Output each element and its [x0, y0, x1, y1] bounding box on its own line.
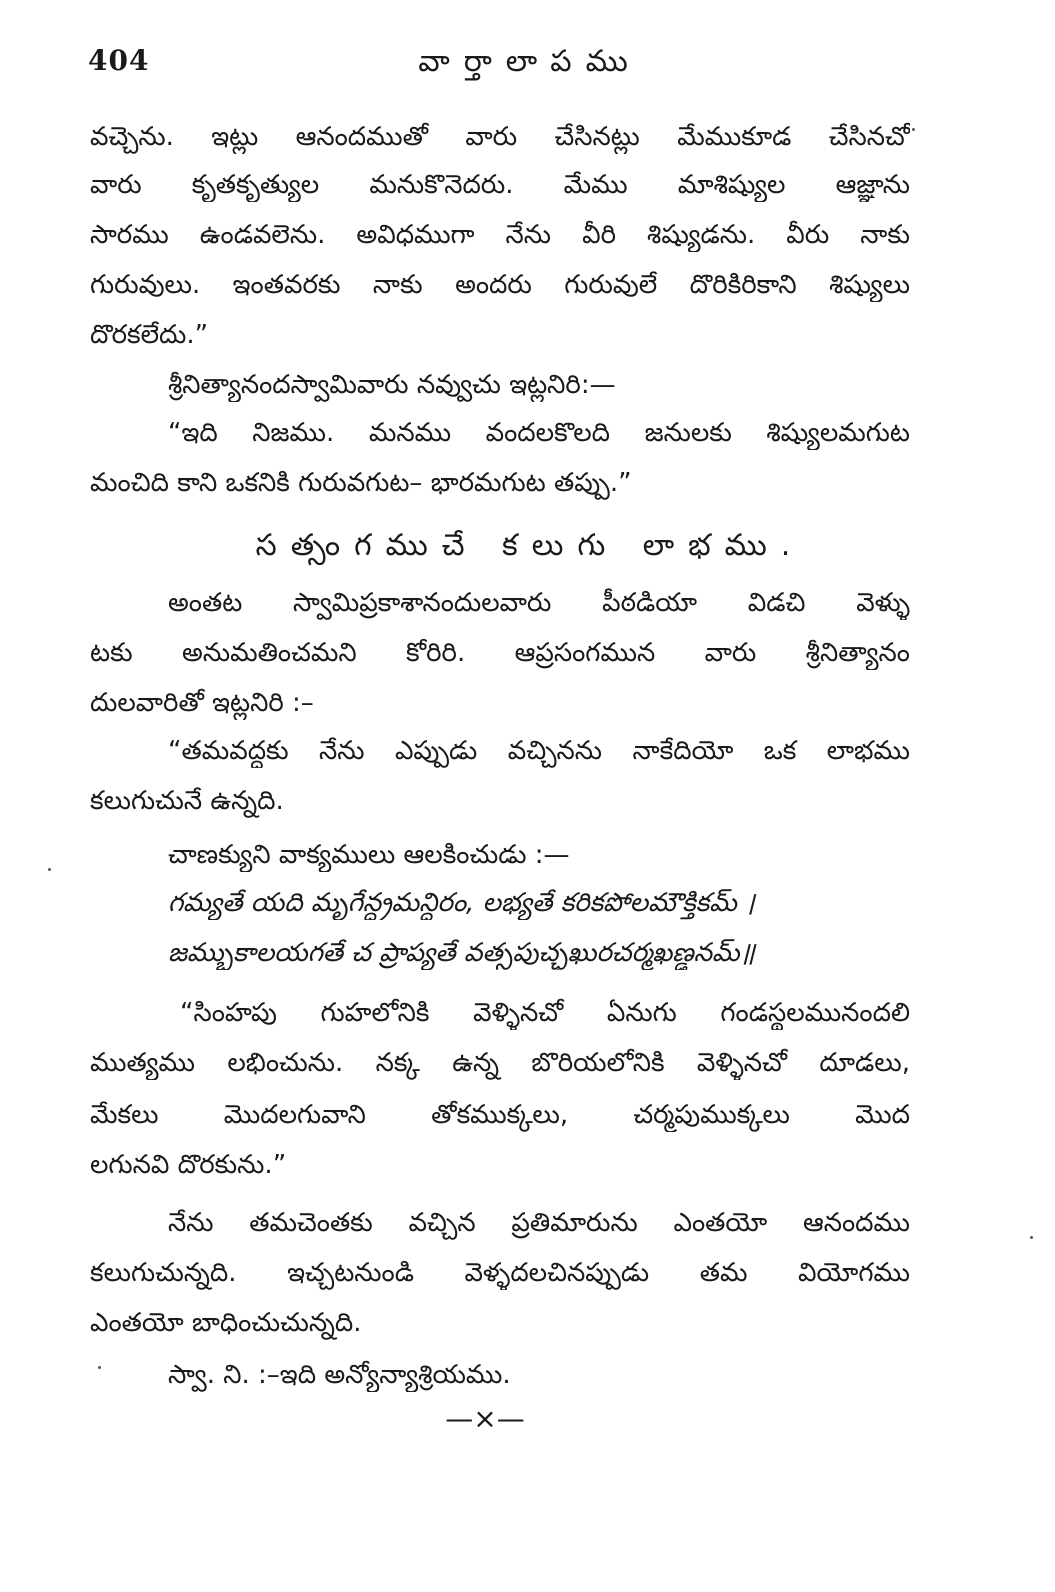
text-line: “ఇది నిజము. మనము వందలకొలది జనులకు శిష్యులమగుట — [168, 418, 910, 448]
text-line: దొరకలేదు.” — [90, 320, 209, 350]
text-line: కలుగుచునే ఉన్నది. — [90, 786, 284, 816]
text-line: ముత్యము లభించును. నక్క ఉన్న బొరియలోనికి వెళ్ళినచో దూడలు, — [90, 1048, 910, 1078]
scan-speck — [98, 1366, 101, 1369]
text-line: లగునవి దొరకును.” — [90, 1150, 287, 1180]
end-mark: —×— — [445, 1402, 525, 1435]
scan-speck — [912, 128, 915, 131]
text-line: మంచిది కాని ఒకనికి గురువగుట– భారమగుట తప్పు.” — [90, 468, 632, 498]
text-line: “తమవద్దకు నేను ఎప్పుడు వచ్చినను నాకేదియో ఒక లాభము — [168, 736, 910, 766]
text-line: అంతట స్వామిప్రకాశానందులవారు పీఠడియా విడచి వెళ్ళు — [168, 588, 910, 618]
text-line: గురువులు. ఇంతవరకు నాకు అందరు గురువులే దొరికిరికాని శిష్యులు — [90, 270, 910, 300]
running-title: వార్తాలాపము — [418, 44, 642, 79]
text-line: మేకలు మొదలగువాని తోకముక్కలు, చర్మపుముక్కలు మొద — [90, 1100, 910, 1130]
page-number: 404 — [88, 44, 150, 77]
verse-line: జమ్బుకాలయగతే చ ప్రాప్యతే వత్సపుచ్ఛఖురచర్మఖణ్డనమ్॥ — [168, 938, 756, 968]
text-line: “సింహపు గుహలోనికి వెళ్ళినచో ఏనుగు గండస్థలమునందలి — [180, 998, 910, 1028]
text-line: చాణక్యుని వాక్యములు ఆలకించుడు :— — [168, 840, 570, 870]
text-line: నేను తమచెంతకు వచ్చిన ప్రతిమారును ఎంతయో ఆనందము — [168, 1208, 910, 1238]
scan-speck — [1030, 1236, 1033, 1239]
scan-speck — [48, 868, 51, 871]
text-line: వారు కృతకృత్యుల మనుకొనెదరు. మేము మాశిష్యుల ఆజ్ఞాను — [90, 170, 910, 200]
text-line: సారము ఉండవలెను. అవిధముగా నేను వీరి శిష్యుడను. వీరు నాకు — [90, 220, 910, 250]
text-line: శ్రీనిత్యానందస్వామివారు నవ్వుచు ఇట్లనిరి:— — [168, 370, 616, 400]
text-line: వచ్చెను. ఇట్లు ఆనందముతో వారు చేసినట్లు మేముకూడ చేసినచో — [90, 122, 910, 152]
text-line: కలుగుచున్నది. ఇచ్చటనుండి వెళ్ళదలచినప్పుడు తమ వియోగము — [90, 1258, 910, 1288]
text-line: టకు అనుమతించమని కోరిరి. ఆప్రసంగమున వారు శ్రీనిత్యానం — [90, 638, 910, 668]
text-line: దులవారితో ఇట్లనిరి :– — [90, 688, 314, 718]
text-line: స్వా. ని. :–ఇది అన్యోన్యాశ్రియము. — [168, 1360, 511, 1390]
text-line: ఎంతయో బాధించుచున్నది. — [90, 1308, 362, 1338]
verse-line: గమ్యతే యది మృగేన్ద్రమన్దిరం, లభ్యతే కరికపోలమౌక్తికమ్ । — [168, 888, 755, 918]
section-heading: సత్సంగముచే కలుగు లాభము. — [255, 528, 805, 563]
